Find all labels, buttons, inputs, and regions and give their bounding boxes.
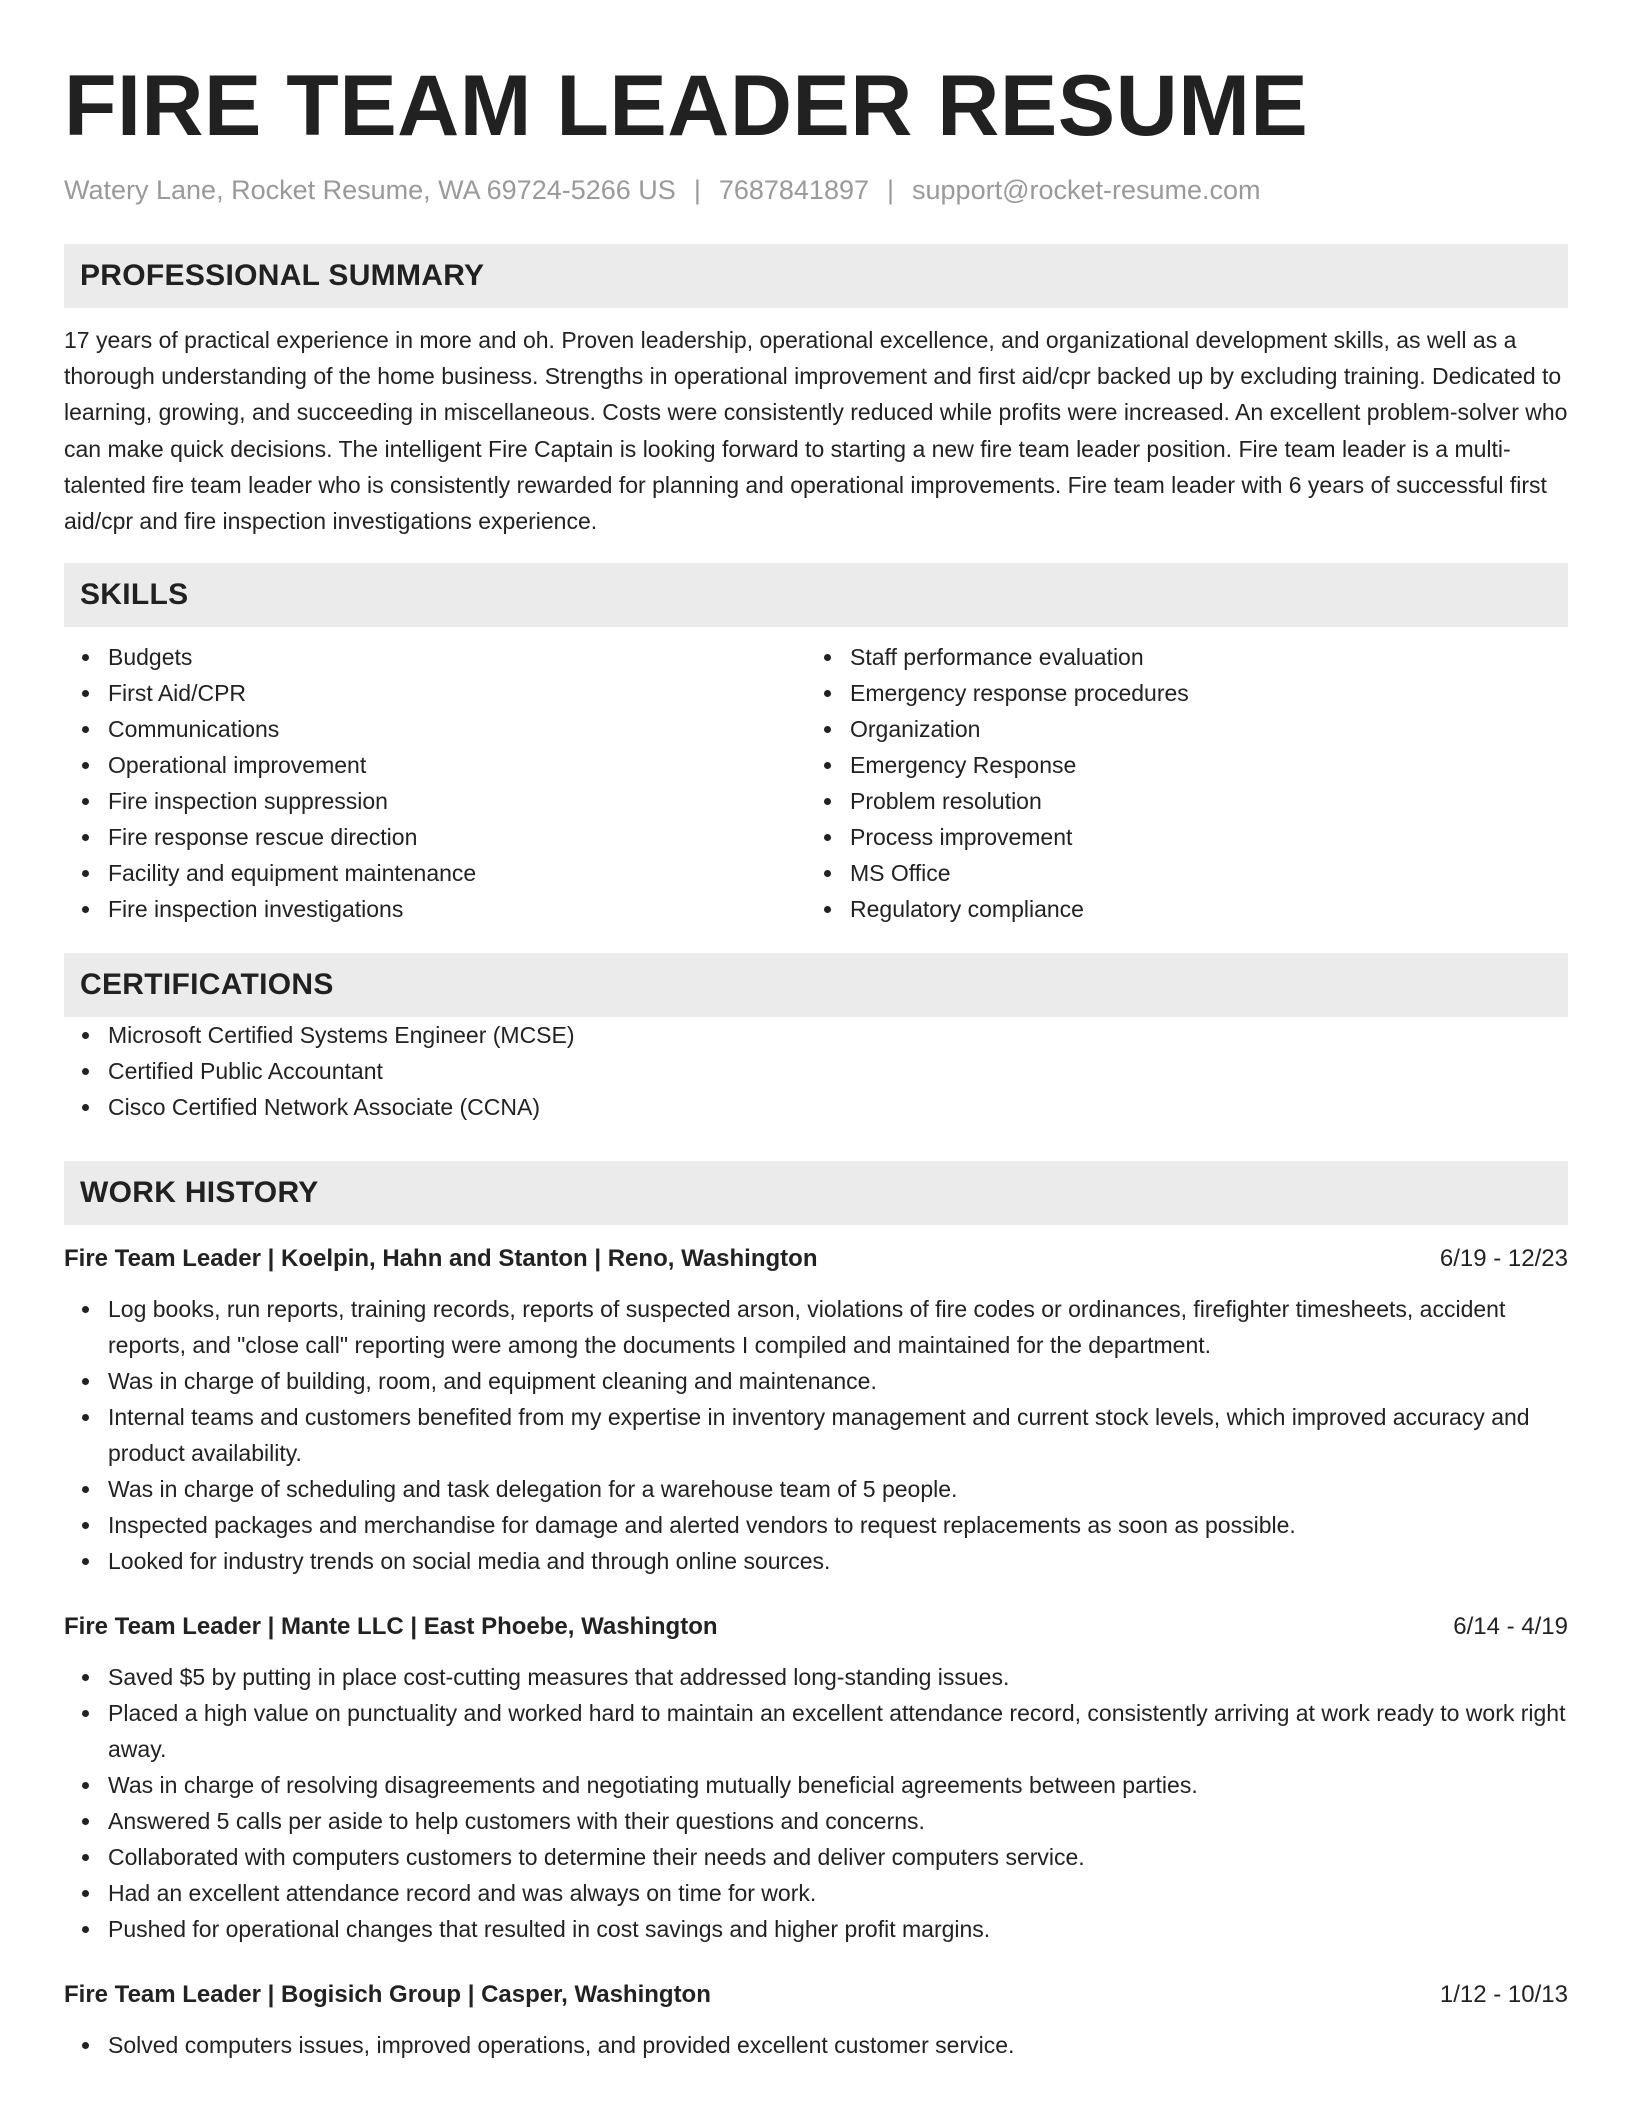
skill-item: Budgets: [64, 639, 806, 675]
certifications-heading: CERTIFICATIONS: [64, 953, 1568, 1017]
job-bullet: Log books, run reports, training records, reports of suspected arson, violations of fire codes or ordinances, firefighter timesheets, accident reports, and "close call" reporting were among the documents I compiled and maintained for the department.: [64, 1291, 1568, 1363]
job-title: Fire Team Leader | Mante LLC | East Phoebe, Washington: [64, 1613, 718, 1641]
skill-item: MS Office: [806, 855, 1548, 891]
skills-section: [64, 563, 1568, 927]
skill-item: Operational improvement: [64, 747, 806, 783]
skill-item: Fire inspection suppression: [64, 783, 806, 819]
job-bullet: Had an excellent attendance record and was always on time for work.: [64, 1875, 1568, 1911]
professional-summary-text: 17 years of practical experience in more and oh. Proven leadership, operational excellence, and organizational development skills, as well as a thorough understanding of the home business. Strengths in operational improvement and first aid/cpr backed up by excluding training. Dedicated to learning, growing, and succeeding in miscellaneous. Costs were consistently reduced while profits were increased. An excellent problem-solver who can make quick decisions. The intelligent Fire Captain is looking forward to starting a new fire team leader position. Fire team leader is a multi-talented fire team leader who is consistently rewarded for planning and operational improvements. Fire team leader with 6 years of successful first aid/cpr and fire inspection investigations experience.: [64, 327, 1568, 535]
skill-item: Emergency Response: [806, 747, 1548, 783]
certification-item: Cisco Certified Network Associate (CCNA): [64, 1089, 1568, 1125]
certifications-list: [64, 1017, 1568, 1125]
skill-item: Regulatory compliance: [806, 891, 1548, 927]
job-bullet: Was in charge of scheduling and task delegation for a warehouse team of 5 people.: [64, 1471, 1568, 1507]
professional-summary-section: [64, 244, 1568, 539]
certifications-section: [64, 953, 1568, 1125]
skill-item: Facility and equipment maintenance: [64, 855, 806, 891]
work-history-heading: WORK HISTORY: [64, 1161, 1568, 1225]
job-header: [64, 1609, 1568, 1645]
job-dates: 6/19 - 12/23: [1439, 1245, 1568, 1273]
skills-column-left: [64, 639, 806, 927]
job-bullets: [64, 1659, 1568, 1947]
job-bullet: Answered 5 calls per aside to help customers with their questions and concerns.: [64, 1803, 1568, 1839]
professional-summary-heading: PROFESSIONAL SUMMARY: [64, 244, 1568, 308]
job-bullet: Placed a high value on punctuality and worked hard to maintain an excellent attendance record, consistently arriving at work ready to work right away.: [64, 1695, 1568, 1767]
skill-item: First Aid/CPR: [64, 675, 806, 711]
resume-title: FIRE TEAM LEADER RESUME: [64, 58, 1309, 154]
contact-separator: |: [693, 175, 701, 205]
job-bullet: Internal teams and customers benefited from my expertise in inventory management and current stock levels, which improved accuracy and product availability.: [64, 1399, 1568, 1471]
job-bullet: Pushed for operational changes that resulted in cost savings and higher profit margins.: [64, 1911, 1568, 1947]
job-bullet: Was in charge of resolving disagreements and negotiating mutually beneficial agreements between parties.: [64, 1767, 1568, 1803]
resume-page: [64, 0, 1568, 2063]
contact-address: Watery Lane, Rocket Resume, WA 69724-5266 US: [64, 175, 676, 205]
skill-item: Communications: [64, 711, 806, 747]
job-bullet: Looked for industry trends on social media and through online sources.: [64, 1543, 1568, 1579]
skills-grid: [64, 639, 1568, 927]
job-bullet: Was in charge of building, room, and equipment cleaning and maintenance.: [64, 1363, 1568, 1399]
contact-separator: |: [887, 175, 895, 205]
skill-item: Fire response rescue direction: [64, 819, 806, 855]
job-entry: [64, 1609, 1568, 1947]
skill-item: Emergency response procedures: [806, 675, 1548, 711]
job-header: [64, 1241, 1568, 1277]
job-entry: [64, 1241, 1568, 1579]
skill-item: Process improvement: [806, 819, 1548, 855]
job-bullet: Inspected packages and merchandise for damage and alerted vendors to request replacements as soon as possible.: [64, 1507, 1568, 1543]
job-title: Fire Team Leader | Koelpin, Hahn and Stanton | Reno, Washington: [64, 1245, 818, 1273]
job-dates: 1/12 - 10/13: [1439, 1981, 1568, 2009]
skill-item: Problem resolution: [806, 783, 1548, 819]
job-title: Fire Team Leader | Bogisich Group | Casper, Washington: [64, 1981, 711, 2009]
skills-heading: SKILLS: [64, 563, 1568, 627]
job-bullet: Saved $5 by putting in place cost-cutting measures that addressed long-standing issues.: [64, 1659, 1568, 1695]
skills-column-right: [806, 639, 1548, 927]
job-header: [64, 1977, 1568, 2013]
job-bullets: [64, 2027, 1568, 2063]
job-bullet: Collaborated with computers customers to determine their needs and deliver computers service.: [64, 1839, 1568, 1875]
skill-item: Fire inspection investigations: [64, 891, 806, 927]
work-history-section: [64, 1161, 1568, 2063]
contact-line: [64, 172, 1568, 208]
certification-item: Certified Public Accountant: [64, 1053, 1568, 1089]
job-dates: 6/14 - 4/19: [1453, 1613, 1568, 1641]
contact-phone: 7687841897: [718, 175, 869, 205]
job-entry: [64, 1977, 1568, 2063]
job-bullet: Solved computers issues, improved operations, and provided excellent customer service.: [64, 2027, 1568, 2063]
contact-email: support@rocket-resume.com: [912, 175, 1261, 205]
certification-item: Microsoft Certified Systems Engineer (MCSE): [64, 1017, 1568, 1053]
skill-item: Organization: [806, 711, 1548, 747]
job-bullets: [64, 1291, 1568, 1579]
skill-item: Staff performance evaluation: [806, 639, 1548, 675]
